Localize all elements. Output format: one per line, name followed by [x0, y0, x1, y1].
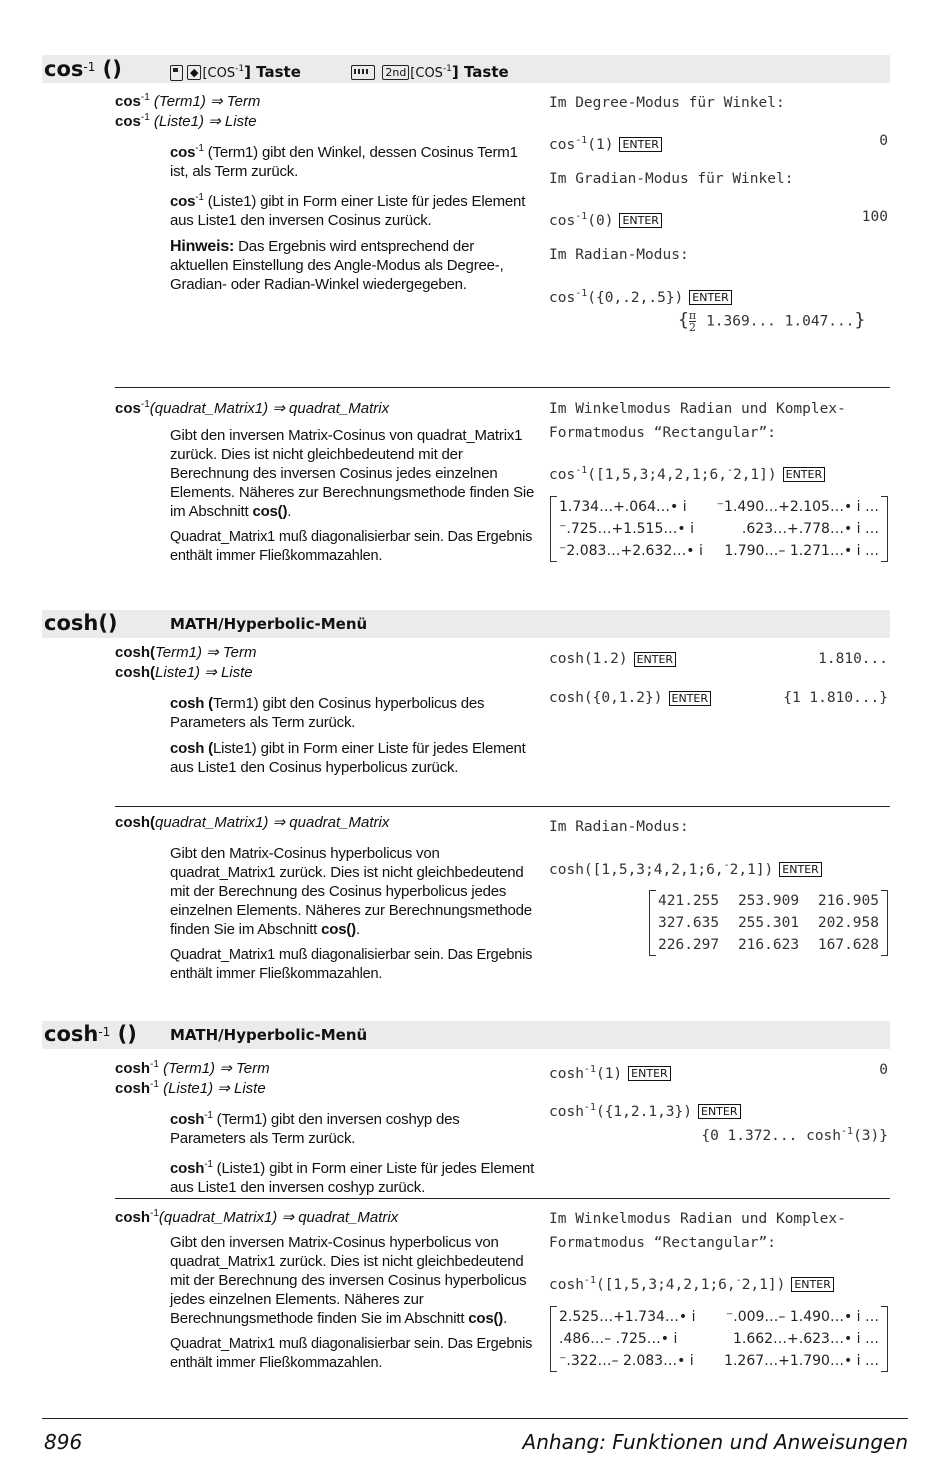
divider: [115, 387, 890, 388]
enter-key: ENTER: [634, 652, 677, 667]
example-acos-1-output: 0: [879, 133, 888, 149]
syntax-cosh-matrix: cosh(quadrat_Matrix1) ⇒ quadrat_Matrix: [115, 814, 390, 831]
syntax-acos-list: $\cos^{-1}$ (Liste1) ⇒ Liste: [115, 112, 257, 130]
hint-acos: Hinweis: Das Ergebnis wird entsprechend der aktuellen Einstellung des Angle-Modus als Degree-, Gradian- oder Radian-Winkel wiedergegeben.: [170, 238, 504, 293]
example-acos-0-input: $\cos^{-1}(0)$ ENTER: [549, 207, 662, 231]
description-acos-matrix: [170, 426, 535, 573]
result-matrix-acosh: [550, 1306, 888, 1372]
example-cosh-radian-mode: Im Radian-Modus:: [549, 819, 689, 835]
function-title-cosh: cosh(): [44, 611, 118, 635]
footer-title: Anhang: Funktionen und Anweisungen: [522, 1430, 908, 1454]
function-title-acosh: $\cosh^{-1}$ (): [44, 1022, 137, 1046]
matrix-row: ⁻.725…+1.515…• i .623…+.778…• i …: [559, 521, 879, 537]
enter-key: ENTER: [628, 1066, 671, 1081]
paragraph-acos-term: $\cos^{-1}$ (Term1) gibt den Winkel, dessen Cosinus Term1 ist, als Term zurück.: [170, 143, 518, 180]
matrix-row: ⁻.322…– 2.083…• i 1.267…+1.790…• i …: [559, 1353, 879, 1369]
example-acosh-mode-line1: Im Winkelmodus Radian und Komplex-: [549, 1211, 846, 1227]
paragraph-acosh-matrix: Gibt den inversen Matrix-Cosinus hyperbolicus von quadrat_Matrix1 zurück. Dies ist nicht gleichbedeutend mit der Berechnung des inversen Cosinus hyperbolicus jedes einzelnen Elements. Näheres zur Berechnungsmethode finden Sie im Abschnitt cos().: [170, 1234, 527, 1327]
paragraph-acosh-term: $\cosh^{-1}$ (Term1) gibt den inversen coshyp des Parameters als Term zurück.: [170, 1110, 460, 1147]
syntax-acos-matrix: $\cos^{-1}(quadrat\_Matrix1)$ ⇒ quadrat_Matrix: [115, 399, 390, 417]
menu-reference-acosh: MATH/Hyperbolic-Menü: [170, 1026, 368, 1044]
example-acosh-2-output: {0 1.372... $\cosh^{-1}(3)$}: [701, 1126, 888, 1144]
syntax-cosh-list: cosh(Liste1) ⇒ Liste: [115, 664, 253, 681]
matrix-row: 2.525…+1.734…• i ⁻.009…– 1.490…• i …: [559, 1309, 879, 1325]
enter-key: ENTER: [689, 290, 732, 305]
description-acosh-matrix: [170, 1233, 535, 1380]
enter-key: ENTER: [619, 213, 662, 228]
paragraph-cosh-matrix: Gibt den Matrix-Cosinus hyperbolicus von quadrat_Matrix1 zurück. Dies ist nicht gleichbedeutend mit der Berechnung des Cosinus hyperbolicus jedes einzelnen Elements. Näheres zur Berechnungsmethode finden Sie im Abschnitt cos().: [170, 845, 532, 938]
enter-key: ENTER: [783, 467, 826, 482]
example-cosh-1-output: 1.810...: [818, 651, 888, 667]
keyboard-icon: [351, 65, 375, 80]
example-acos-matrix-input: $\cos^{-1}([1,5,3;4,2,1;6,^-2,1])$ ENTER: [549, 461, 825, 485]
matrix-row: ⁻2.083…+2.632…• i 1.790…– 1.271…• i …: [559, 543, 879, 559]
result-matrix-acos: [550, 496, 888, 562]
page-number: 896: [44, 1430, 83, 1454]
note-acos-matrix: Quadrat_Matrix1 muß diagonalisierbar sein. Das Ergebnis enthält immer Fließkommazahlen.: [170, 529, 533, 564]
example-radian-mode: Im Radian-Modus:: [549, 247, 689, 263]
example-cosh-2-output: {1 1.810...}: [783, 690, 888, 706]
paragraph-cosh-list: cosh (Liste1) gibt in Form einer Liste für jedes Element aus Liste1 den Cosinus hyperbolicus zurück.: [170, 740, 526, 776]
example-cosh-2: cosh({0,1.2}) ENTER: [549, 688, 711, 708]
example-cosh-matrix-input: cosh([1,5,3;4,2,1;6,-2,1]) ENTER: [549, 856, 822, 880]
example-acos-list-output: { $\frac{\pi}{2}$ 1.369... 1.047...}: [678, 309, 866, 334]
second-key: 2nd: [382, 65, 409, 80]
paragraph-acos-matrix: Gibt den inversen Matrix-Cosinus von quadrat_Matrix1 zurück. Dies ist nicht gleichbedeutend mit der Berechnung des inversen Cosinus jedes einzelnen Elements. Näheres zur Berechnungsmethode finden Sie im Abschnitt cos().: [170, 427, 535, 520]
divider: [115, 806, 890, 807]
result-matrix-cosh: [649, 890, 888, 956]
diamond-key-icon: ◆: [187, 65, 201, 80]
example-cosh-1: cosh(1.2) ENTER: [549, 649, 676, 669]
enter-key: ENTER: [669, 691, 712, 706]
matrix-row: .486…– .725…• i 1.662…+.623…• i …: [559, 1331, 879, 1347]
footer-divider: [42, 1418, 908, 1419]
calculator-icon: [170, 65, 183, 81]
divider: [115, 1198, 890, 1199]
example-acos-0-output: 100: [861, 209, 888, 225]
example-acosh-1-output: 0: [879, 1062, 888, 1078]
description-cosh-matrix: [170, 844, 535, 991]
example-degree-mode: Im Degree-Modus für Winkel:: [549, 95, 785, 111]
matrix-row: 327.635 255.301 202.958: [658, 915, 879, 931]
enter-key: ENTER: [698, 1104, 741, 1119]
menu-reference-cosh: MATH/Hyperbolic-Menü: [170, 615, 368, 633]
note-cosh-matrix: Quadrat_Matrix1 muß diagonalisierbar sein. Das Ergebnis enthält immer Fließkommazahlen.: [170, 947, 533, 982]
function-title-acos: $\cos^{-1}$ (): [44, 57, 122, 81]
description-acos: [170, 139, 535, 301]
example-mode-line1: Im Winkelmodus Radian und Komplex-: [549, 401, 846, 417]
example-mode-line2: Formatmodus “Rectangular”:: [549, 425, 776, 441]
example-gradian-mode: Im Gradian-Modus für Winkel:: [549, 171, 794, 187]
description-acosh: [170, 1106, 535, 1204]
description-cosh: [170, 694, 535, 784]
example-acosh-2: $\cosh^{-1}(\{1,2.1,3\})$ ENTER: [549, 1098, 741, 1122]
enter-key: ENTER: [619, 137, 662, 152]
key-reference-acos: ◆ $[COS^{-1}]$ Taste 2nd $[COS^{-1}]$ Taste: [170, 55, 509, 88]
example-acosh-mode-line2: Formatmodus “Rectangular”:: [549, 1235, 776, 1251]
note-acosh-matrix: Quadrat_Matrix1 muß diagonalisierbar sein. Das Ergebnis enthält immer Fließkommazahlen.: [170, 1336, 533, 1371]
paragraph-acosh-list: $\cosh^{-1}$ (Liste1) gibt in Form einer Liste für jedes Element aus Liste1 den inversen coshyp zurück.: [170, 1159, 535, 1196]
syntax-cosh-term: cosh(Term1) ⇒ Term: [115, 644, 257, 661]
example-acosh-1: $\cosh^{-1}(1)$ ENTER: [549, 1060, 671, 1084]
syntax-acosh-list: $\cosh^{-1}$ (Liste1) ⇒ Liste: [115, 1079, 266, 1097]
syntax-acosh-matrix: $\cosh^{-1}(quadrat\_Matrix1)$ ⇒ quadrat_Matrix: [115, 1208, 399, 1226]
enter-key: ENTER: [779, 862, 822, 877]
example-acosh-matrix-input: $\cosh^{-1}([1,5,3;4,2,1;6,^-2,1])$ ENTER: [549, 1271, 834, 1295]
matrix-row: 1.734…+.064…• i ⁻1.490…+2.105…• i …: [559, 499, 879, 515]
paragraph-cosh-term: cosh (Term1) gibt den Cosinus hyperbolicus des Parameters als Term zurück.: [170, 695, 485, 731]
enter-key: ENTER: [791, 1277, 834, 1292]
example-acos-1-input: $\cos^{-1}(1)$ ENTER: [549, 131, 662, 155]
matrix-row: 421.255 253.909 216.905: [658, 893, 879, 909]
syntax-acos-term: $\cos^{-1}$ (Term1) ⇒ Term: [115, 92, 261, 110]
paragraph-acos-list: $\cos^{-1}$ (Liste1) gibt in Form einer Liste für jedes Element aus Liste1 den inversen Cosinus zurück.: [170, 192, 526, 229]
syntax-acosh-term: $\cosh^{-1}$ (Term1) ⇒ Term: [115, 1059, 270, 1077]
matrix-row: 226.297 216.623 167.628: [658, 937, 879, 953]
example-acos-list-input: $\cos^{-1}(\{0,.2,.5\})$ ENTER: [549, 284, 732, 308]
